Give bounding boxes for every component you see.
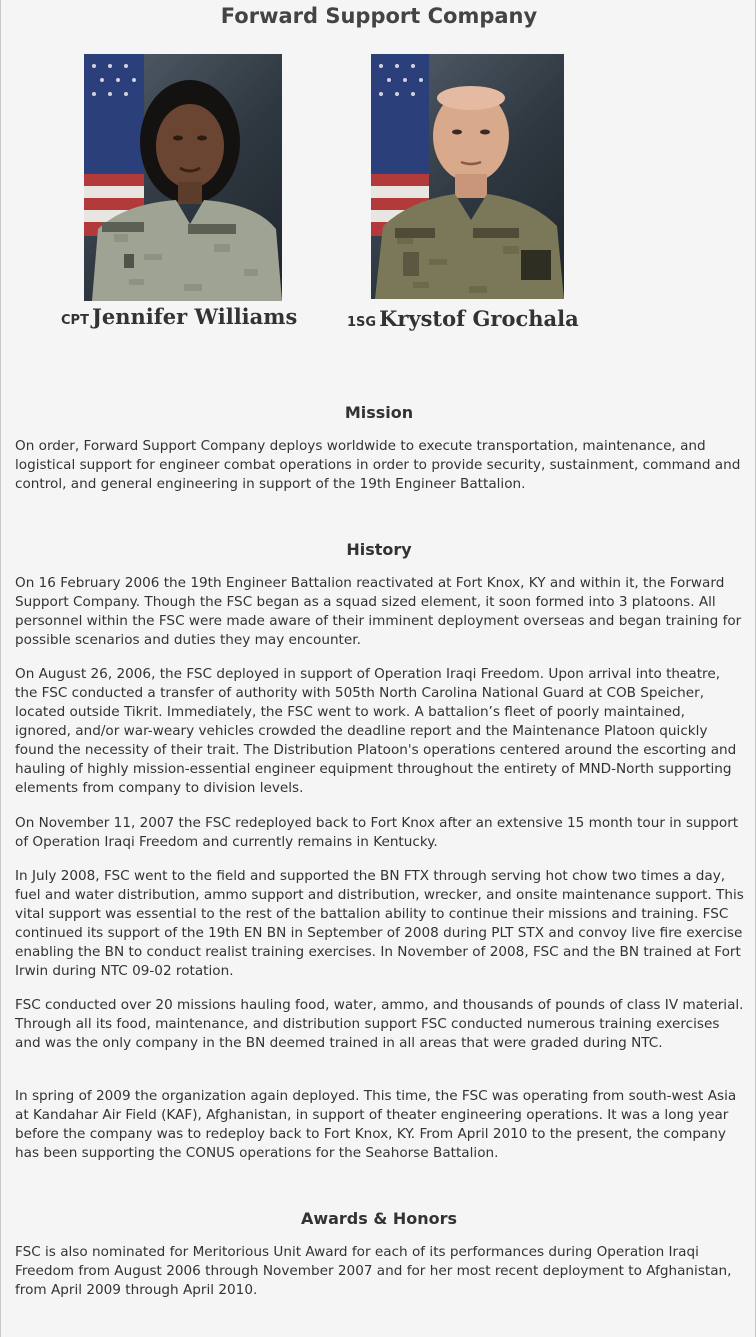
mission-text: On order, Forward Support Company deploys worldwide to execute transportation, maintenance, and logistical support for engineer combat operations in order to provide security, sustainment, command and control, and general engineering in support of the 19th Engineer Battalion. — [15, 438, 741, 492]
awards-heading: Awards & Honors — [300, 1209, 458, 1228]
portrait-jennifer-williams — [84, 54, 282, 301]
history-paragraph-3: On November 11, 2007 the FSC redeployed back to Fort Knox after an extensive 15 month tour in support of Operation Iraqi Freedom and currently remains in Kentucky. — [15, 815, 739, 850]
leader-rank: CPT — [61, 313, 89, 328]
history-paragraph-2: On August 26, 2006, the FSC deployed in support of Operation Iraqi Freedom. Upon arrival into theatre, the FSC conducted a transfer of authority with 505th North Carolina National Guard at COB Speicher, located outside Tikrit. Immediately, the FSC went to work. A battalion’s fleet of poorly maintained, ignored, and/or war-weary vehicles crowded the deadline report and the Maintenance Platoon quickly found the necessity of their trait. The Distribution Platoon's operations centered around the escorting and hauling of highly mission-essential engineer equipment throughout the entirety of MND-North supporting elements from company to division levels. — [15, 666, 737, 796]
leader-rank: 1SG — [347, 315, 377, 330]
leader-fullname: Jennifer Williams — [91, 304, 298, 329]
history-paragraph-5: FSC conducted over 20 missions hauling food, water, ammo, and thousands of pounds of class IV material. Through all its food, maintenance, and distribution support FSC conducted numerous training exercises and was the only company in the BN deemed trained in all areas that were graded during NTC. — [15, 997, 744, 1051]
leader-name-1 — [61, 304, 297, 329]
history-paragraph-1: On 16 February 2006 the 19th Engineer Battalion reactivated at Fort Knox, KY and within it, the Forward Support Company. Though the FSC began as a squad sized element, it soon formed into 3 platoons. All personnel within the FSC were made aware of their imminent deployment overseas and began training for possible scenarios and duties they may encounter. — [15, 575, 742, 648]
history-paragraph-6: In spring of 2009 the organization again deployed. This time, the FSC was operating from south-west Asia at Kandahar Air Field (KAF), Afghanistan, in support of theater engineering operations. It was a long year before the company was to redeploy back to Fort Knox, KY. From April 2010 to the present, the company has been supporting the CONUS operations for the Seahorse Battalion. — [15, 1088, 737, 1161]
mission-heading: Mission — [344, 403, 414, 422]
history-paragraph-4: In July 2008, FSC went to the field and supported the BN FTX through serving hot chow two times a day, fuel and water distribution, ammo support and distribution, wrecker, and onsite maintenance support. This vital support was essential to the rest of the battalion ability to continue their missions and training. FSC continued its support of the 19th EN BN in September of 2008 during PLT STX and convoy live fire exercise enabling the BN to conduct realist training exercises. In November of 2008, FSC and the BN trained at Fort Irwin during NTC 09-02 rotation. — [15, 868, 744, 979]
leader-fullname: Krystof Grochala — [379, 306, 579, 331]
leader-name-2 — [347, 306, 579, 331]
portrait-image — [371, 54, 564, 299]
portrait-krystof-grochala — [371, 54, 564, 299]
page-title: Forward Support Company — [220, 4, 538, 28]
portrait-image — [84, 54, 282, 301]
awards-text: FSC is also nominated for Meritorious Unit Award for each of its performances during Operation Iraqi Freedom from August 2006 through November 2007 and for her most recent deployment to Afghanistan, from April 2009 through April 2010. — [15, 1244, 732, 1298]
history-heading: History — [346, 540, 412, 559]
